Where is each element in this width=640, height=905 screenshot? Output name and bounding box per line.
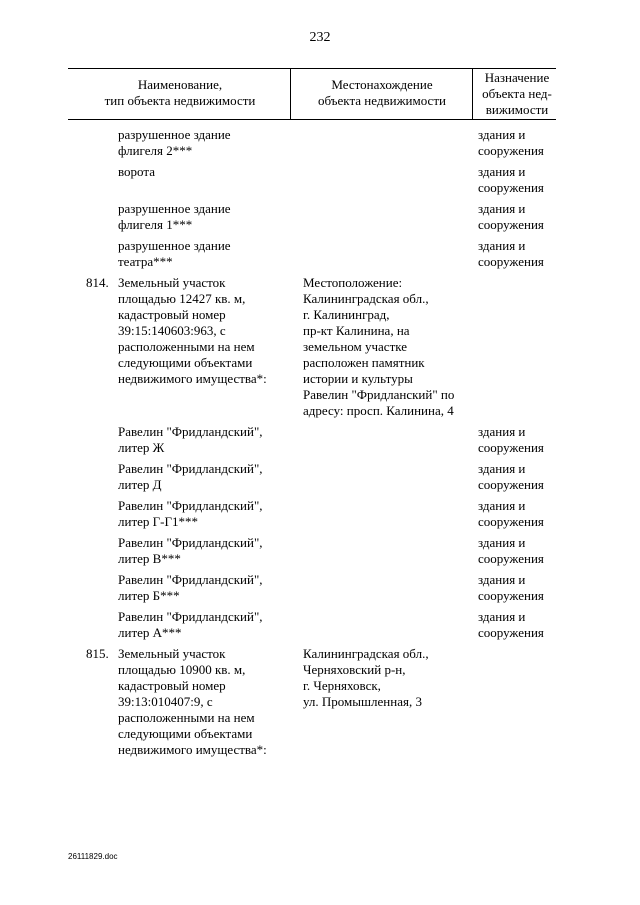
object-name-cell: Равелин "Фридландский", литер Ж <box>118 424 263 455</box>
table-row <box>0 609 640 641</box>
document-filename: 26111829.doc <box>68 852 118 861</box>
row-number: 814. <box>86 275 109 290</box>
page-number: 232 <box>309 30 331 45</box>
object-name-cell: разрушенное здание флигеля 1*** <box>118 201 231 232</box>
object-name-cell: разрушенное здание театра*** <box>118 238 231 269</box>
object-name-cell: Равелин "Фридландский", литер Б*** <box>118 572 263 603</box>
object-purpose-cell: здания и сооружения <box>478 498 544 529</box>
table-body <box>0 127 640 763</box>
table-row <box>0 424 640 456</box>
object-location-cell: Местоположение: Калининградская обл., г. Калининград, пр-кт Калинина, на земельном участке расположен памятник истории и культуры Равелин "Фридланский" по адресу: просп. Калинина, 4 <box>303 275 455 418</box>
object-purpose-cell: здания и сооружения <box>478 535 544 566</box>
object-purpose-cell: здания и сооружения <box>478 238 544 269</box>
object-purpose-cell: здания и сооружения <box>478 127 544 158</box>
object-purpose-cell: здания и сооружения <box>478 424 544 455</box>
table-row <box>0 238 640 270</box>
object-name-cell: Земельный участок площадью 10900 кв. м, кадастровый номер 39:13:010407:9, с расположенными на нем следующими объектами недвижимого имущества*: <box>118 646 267 757</box>
table-row <box>0 127 640 159</box>
object-name-cell: Земельный участок площадью 12427 кв. м, кадастровый номер 39:15:140603:963, с расположенными на нем следующими объектами недвижимого имущества*: <box>118 275 267 386</box>
object-name-cell: ворота <box>118 164 155 179</box>
object-location-cell: Калининградская обл., Черняховский р-н, г. Черняховск, ул. Промышленная, 3 <box>303 646 429 709</box>
table-row <box>0 535 640 567</box>
column-header-name: Наименование, тип объекта недвижимости <box>104 77 256 108</box>
object-name-cell: Равелин "Фридландский", литер Д <box>118 461 263 492</box>
object-name-cell: Равелин "Фридландский", литер А*** <box>118 609 263 640</box>
table-row <box>0 164 640 196</box>
object-purpose-cell: здания и сооружения <box>478 572 544 603</box>
object-purpose-cell: здания и сооружения <box>478 461 544 492</box>
table-row <box>0 201 640 233</box>
table-row <box>0 572 640 604</box>
table-row <box>0 275 640 419</box>
column-header-purpose: Назначение объекта нед- вижимости <box>482 70 552 117</box>
table-top-rule <box>68 68 556 69</box>
table-header-rule <box>68 119 556 120</box>
object-name-cell: Равелин "Фридландский", литер В*** <box>118 535 263 566</box>
object-name-cell: Равелин "Фридландский", литер Г-Г1*** <box>118 498 263 529</box>
object-purpose-cell: здания и сооружения <box>478 164 544 195</box>
object-name-cell: разрушенное здание флигеля 2*** <box>118 127 231 158</box>
object-purpose-cell: здания и сооружения <box>478 201 544 232</box>
column-divider <box>472 68 473 119</box>
table-row <box>0 498 640 530</box>
object-purpose-cell: здания и сооружения <box>478 609 544 640</box>
column-header-location: Местонахождение объекта недвижимости <box>318 77 446 108</box>
table-row <box>0 646 640 758</box>
table-row <box>0 461 640 493</box>
column-divider <box>290 68 291 119</box>
row-number: 815. <box>86 646 109 661</box>
